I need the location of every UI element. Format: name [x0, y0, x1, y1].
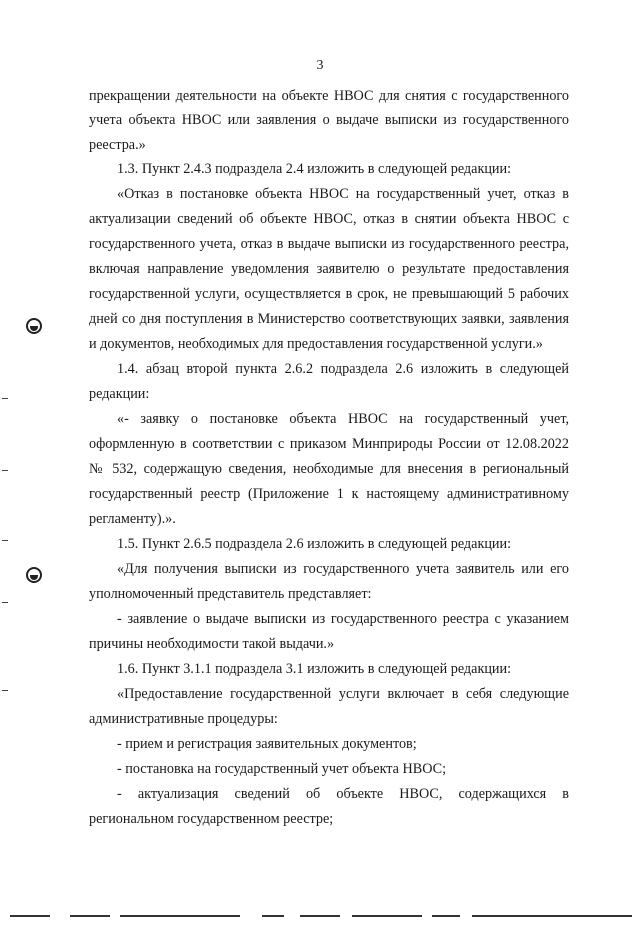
- scan-edge-line: [120, 915, 240, 917]
- punch-hole-icon: [26, 318, 42, 334]
- scan-edge-line: [300, 915, 340, 917]
- scan-edge-line: [432, 915, 460, 917]
- text-line: 1.5. Пункт 2.6.5 подраздела 2.6 изложить в следующей редакции:: [117, 536, 512, 552]
- page-number: 3: [316, 58, 324, 73]
- text-line: 1.3. Пункт 2.4.3 подраздела 2.4 изложить в следующей редакции:: [117, 161, 512, 177]
- text-line: «Для получения выписки из государственного учета заявитель или его: [117, 561, 569, 577]
- text-line: оформленную в соответствии с приказом Минприроды России от 12.08.2022: [89, 436, 569, 452]
- text-line: учета объекта НВОС или заявления о выдаче выписки из государственного: [89, 112, 569, 128]
- text-line: административные процедуры:: [89, 711, 278, 727]
- punch-hole-icon: [26, 567, 42, 583]
- text-line: регламенту).».: [89, 511, 176, 527]
- text-line: государственной услуги, осуществляется в срок, не превышающий 5 рабочих: [89, 286, 569, 302]
- text-line: № 532, содержащую сведения, необходимые для внесения в региональный: [89, 461, 569, 477]
- scan-edge-line: [472, 915, 632, 917]
- text-line: актуализации сведений об объекте НВОС, отказ в снятии объекта НВОС с: [89, 211, 569, 227]
- text-line: - прием и регистрация заявительных документов;: [117, 736, 417, 752]
- text-line: и документов, необходимых для предоставления государственной услуги.»: [89, 336, 543, 352]
- text-line: - актуализация сведений об объекте НВОС, содержащихся в: [117, 786, 569, 802]
- margin-mark: [2, 602, 8, 603]
- scan-edge-line: [352, 915, 422, 917]
- text-line: региональном государственном реестре;: [89, 811, 334, 827]
- text-line: дней со дня поступления в Министерство соответствующих заявки, заявления: [89, 311, 569, 327]
- text-line: уполномоченный представитель представляет:: [89, 586, 372, 602]
- text-line: 1.4. абзац второй пункта 2.6.2 подраздела 2.6 изложить в следующей: [117, 361, 569, 377]
- text-line: - постановка на государственный учет объекта НВОС;: [117, 761, 447, 777]
- text-line: редакции:: [89, 386, 150, 402]
- text-line: государственный реестр (Приложение 1 к настоящему административному: [89, 486, 569, 502]
- text-line: государственного учета, отказ в выдаче выписки из государственного реестра,: [89, 236, 569, 252]
- margin-mark: [2, 690, 8, 691]
- text-line: реестра.»: [89, 137, 146, 153]
- text-line: прекращении деятельности на объекте НВОС для снятия с государственного: [89, 88, 569, 104]
- margin-mark: [2, 540, 8, 541]
- text-line: «- заявку о постановке объекта НВОС на государственный учет,: [117, 411, 569, 427]
- text-line: «Отказ в постановке объекта НВОС на государственный учет, отказ в: [117, 186, 569, 202]
- scan-edge-line: [70, 915, 110, 917]
- scan-edge-line: [10, 915, 50, 917]
- text-line: включая направление уведомления заявителю о результате предоставления: [89, 261, 569, 277]
- margin-mark: [2, 398, 8, 399]
- scan-edge-line: [262, 915, 284, 917]
- text-line: «Предоставление государственной услуги включает в себя следующие: [117, 686, 569, 702]
- text-line: причины необходимости такой выдачи.»: [89, 636, 335, 652]
- text-line: - заявление о выдаче выписки из государственного реестра с указанием: [117, 611, 569, 627]
- margin-mark: [2, 470, 8, 471]
- text-line: 1.6. Пункт 3.1.1 подраздела 3.1 изложить в следующей редакции:: [117, 661, 512, 677]
